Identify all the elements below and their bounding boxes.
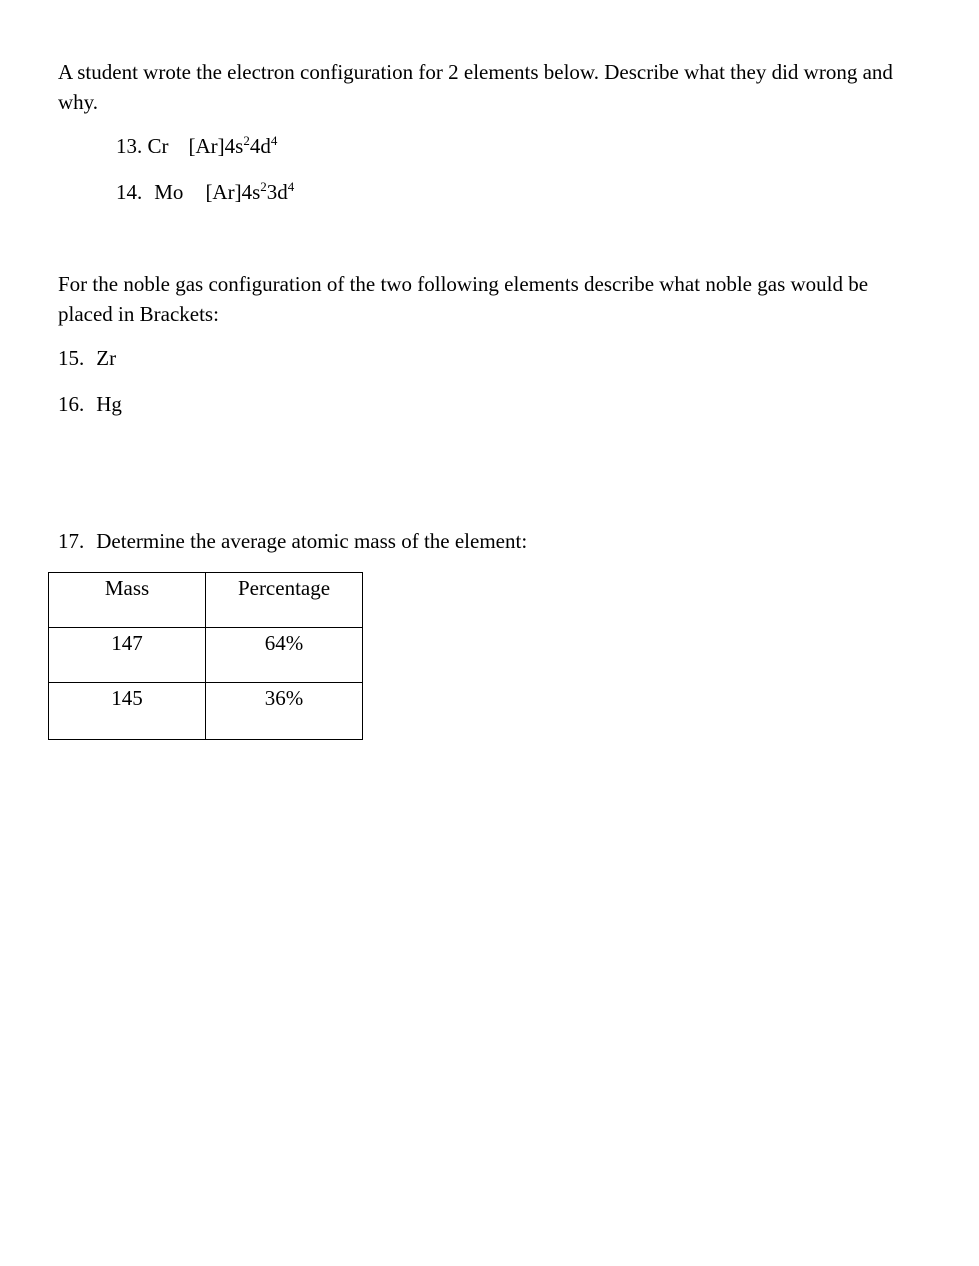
question-16 [58,389,122,419]
question-16-number: 16. [58,392,85,416]
table-row [49,628,363,683]
question-16-element: Hg [96,392,122,416]
question-15 [58,343,116,373]
question-14-element: Mo [154,180,184,204]
question-14-config: $[Ar]4s^23d^4$ [205,179,295,204]
cell-mass: 145 [49,683,206,740]
table-row [49,683,363,740]
question-17 [58,526,527,556]
question-13-element: Cr [147,134,169,158]
instructions-noble-gas: For the noble gas configuration of the two following elements describe what noble gas would be placed in Brackets: [58,272,869,326]
question-14 [116,177,294,210]
cell-percentage: 36% [206,683,363,740]
mass-percentage-table [48,572,363,740]
table-header-row [49,573,363,628]
header-percentage: Percentage [206,573,363,628]
header-mass: Mass [49,573,206,628]
question-17-number: 17. [58,529,85,553]
question-15-number: 15. [58,346,85,370]
question-15-element: Zr [96,346,117,370]
question-13-number: 13. [116,134,143,158]
question-13-config: $[Ar]4s^24d^4$ [188,133,278,158]
instructions-electron-config: A student wrote the electron configuration for 2 elements below. Describe what they did wrong and why. [58,60,893,114]
question-17-text: Determine the average atomic mass of the element: [96,529,528,553]
question-14-number: 14. [116,180,143,204]
question-13 [116,131,277,164]
cell-percentage: 64% [206,628,363,683]
cell-mass: 147 [49,628,206,683]
